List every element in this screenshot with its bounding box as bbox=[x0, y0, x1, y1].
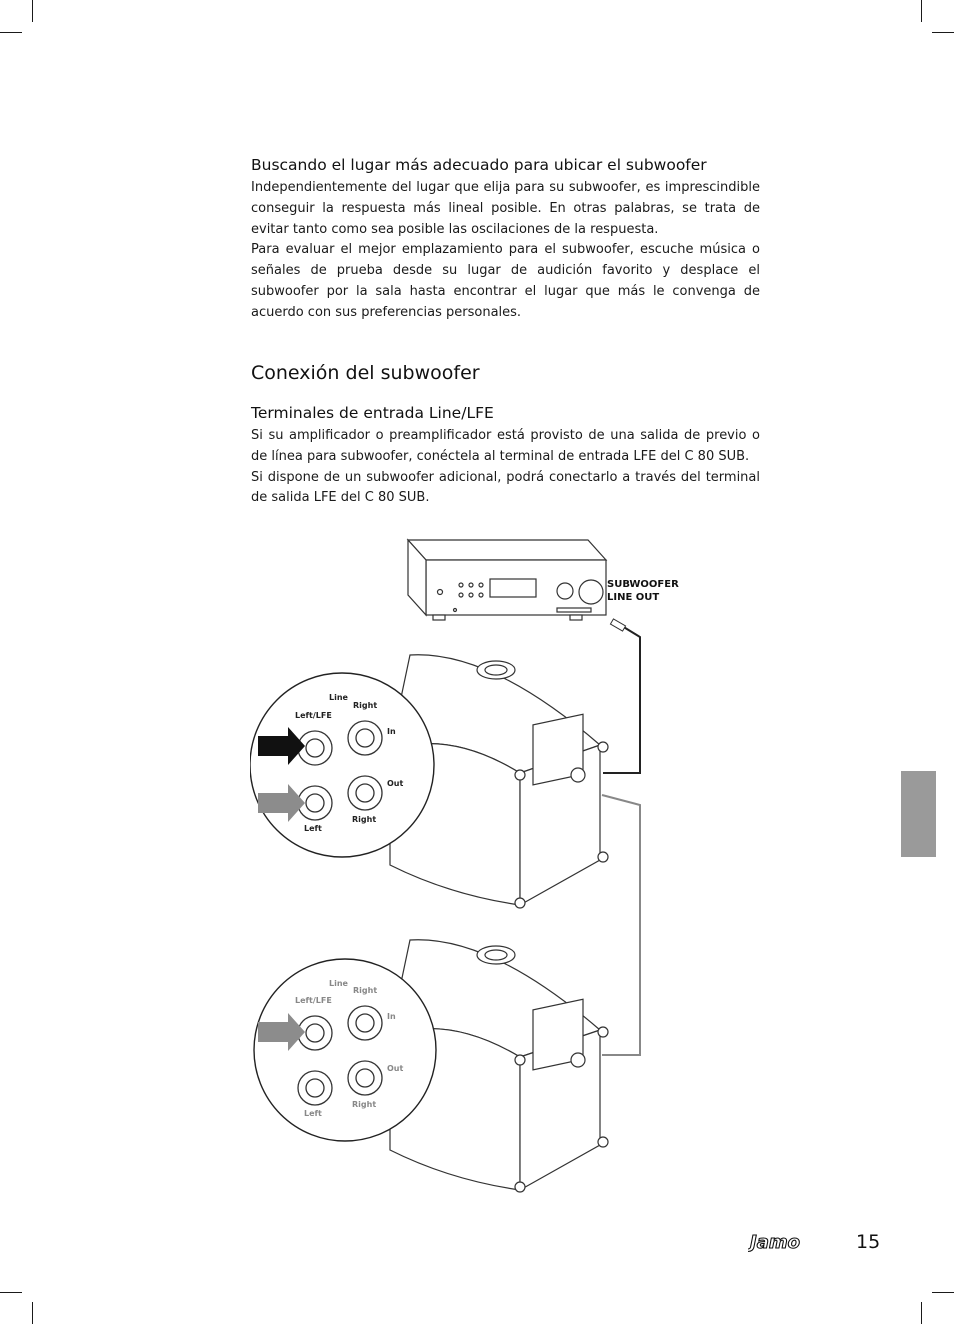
section-connection bbox=[251, 362, 760, 509]
section-placement bbox=[251, 156, 760, 324]
page-title: Conexión del subwoofer bbox=[251, 362, 480, 384]
crop-mark-bottom-right-v bbox=[921, 1302, 922, 1324]
crop-mark-bottom-right-h bbox=[932, 1292, 954, 1293]
crop-mark-bottom-left-h bbox=[0, 1292, 22, 1293]
panel-bottom-left-lfe: Left/LFE bbox=[295, 996, 332, 1005]
receiver-label-line2: LINE OUT bbox=[607, 592, 660, 603]
svg-text:Jamo: Jamo bbox=[750, 1232, 800, 1253]
panel-top-left: Left bbox=[304, 824, 322, 833]
panel-top-right-bottom: Right bbox=[352, 815, 377, 824]
section-subheading: Terminales de entrada Line/LFE bbox=[251, 404, 494, 422]
paragraph: Si su amplificador o preamplificador está provisto de una salida de previo o de línea para subwoofer, conéctela al terminal de entrada LFE del C 80 SUB. bbox=[251, 428, 760, 464]
language-tab bbox=[901, 771, 936, 857]
receiver-illustration bbox=[408, 540, 606, 620]
crop-mark-top-right-h bbox=[932, 32, 954, 33]
panel-bottom-right-bottom: Right bbox=[352, 1100, 377, 1109]
connection-diagram bbox=[250, 535, 690, 1210]
section-heading: Buscando el lugar más adecuado para ubicar el subwoofer bbox=[251, 156, 707, 174]
crop-mark-top-left-v bbox=[32, 0, 33, 22]
crop-mark-top-right-v bbox=[921, 0, 922, 22]
panel-bottom-right-top: Right bbox=[353, 986, 378, 995]
cable-line-out bbox=[603, 626, 640, 773]
cable-sub-to-sub bbox=[602, 795, 640, 1055]
panel-bottom-left: Left bbox=[304, 1109, 322, 1118]
page-number: 15 bbox=[856, 1231, 881, 1253]
panel-top-right-top: Right bbox=[353, 701, 378, 710]
panel-top-in: In bbox=[387, 727, 396, 736]
panel-top-line: Line bbox=[329, 693, 348, 702]
crop-mark-bottom-left-v bbox=[32, 1302, 33, 1324]
crop-mark-top-left-h bbox=[0, 32, 22, 33]
paragraph: Para evaluar el mejor emplazamiento para el subwoofer, escuche música o señales de prueba desde su lugar de audición favorito y desplace el subwoofer por la sala hasta encontrar el lugar que más le convenga de acuerdo con sus preferencias personales. bbox=[251, 242, 760, 320]
panel-bottom-out: Out bbox=[387, 1064, 404, 1073]
jamo-logo bbox=[748, 1232, 828, 1254]
paragraph: Si dispone de un subwoofer adicional, podrá conectarlo a través del terminal de salida LFE del C 80 SUB. bbox=[251, 469, 760, 506]
receiver-label-line1: SUBWOOFER bbox=[607, 579, 679, 590]
panel-top-out: Out bbox=[387, 779, 404, 788]
panel-bottom-in: In bbox=[387, 1012, 396, 1021]
panel-top-left-lfe: Left/LFE bbox=[295, 711, 332, 720]
paragraph: Independientemente del lugar que elija para su subwoofer, es imprescindible conseguir la respuesta más lineal posible. En otras palabras, se trata de evitar tanto como sea posible las oscilaciones de la respuesta. bbox=[251, 180, 760, 237]
panel-bottom-line: Line bbox=[329, 979, 348, 988]
